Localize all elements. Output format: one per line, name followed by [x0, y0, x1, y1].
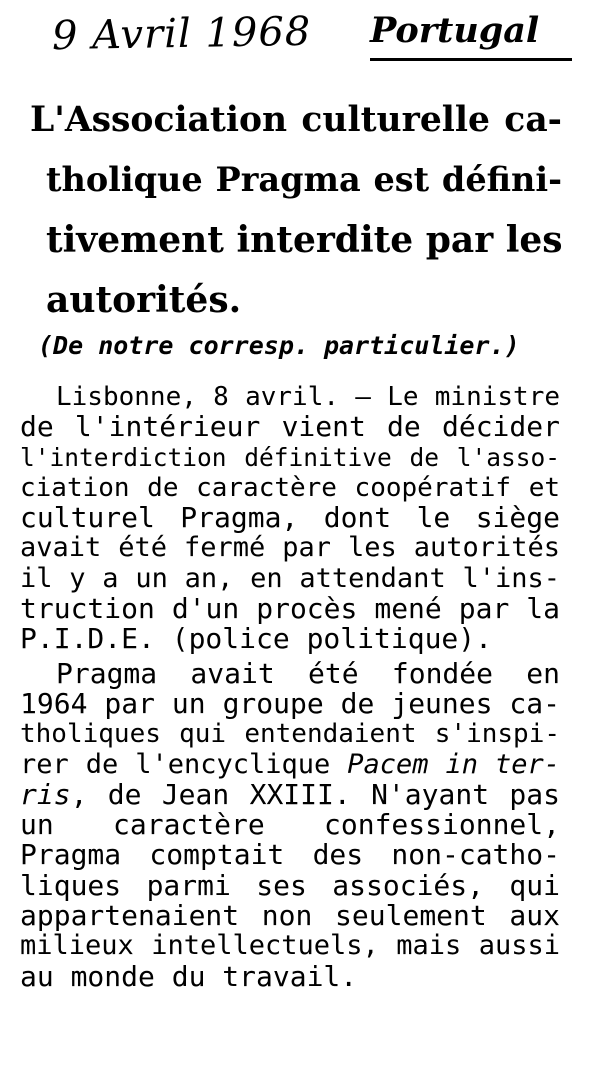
paragraph-1-line: Lisbonne, 8 avril. — Le ministre — [56, 382, 560, 412]
paragraph-1-line: P.I.D.E. (police politique). — [20, 624, 493, 655]
paragraph-2-line: appartenaient non seulement aux — [20, 901, 560, 932]
handwritten-date: 9 Avril 1968 — [51, 8, 312, 60]
encyclical-title-end: ris — [20, 779, 71, 811]
article-body — [20, 382, 560, 992]
paragraph-1-line: l'interdiction définitive de l'asso- — [20, 442, 560, 472]
paragraph-1-line: culturel Pragma, dont le siège — [20, 503, 560, 534]
paragraph-1-line: il y a un an, en attendant l'ins- — [20, 563, 560, 594]
paragraph-2-line: Pragma avait été fondée en — [56, 658, 560, 689]
paragraph-2-line: 1964 par un groupe de jeunes ca- — [20, 688, 560, 720]
paragraph-2-line: un caractère confessionnel, — [20, 810, 560, 841]
paragraph-2-line: tholiques qui entendaient s'inspi- — [20, 719, 560, 750]
paragraph-2-line: Pragma comptait des non-catho- — [20, 840, 560, 871]
paragraph-2-line: liques parmi ses associés, qui — [20, 870, 560, 902]
headline — [30, 90, 562, 330]
paragraph-2-line: ris, de Jean XXIII. N'ayant pas — [20, 779, 560, 811]
paragraph-2-line: rer de l'encyclique — [20, 749, 348, 780]
paragraph-1-line: avait été fermé par les autorités — [20, 533, 560, 564]
paragraph-1-line: truction d'un procès mené par la — [20, 594, 560, 625]
headline-line: autorités. — [46, 279, 242, 321]
headline-line: tivement interdite par les — [46, 219, 563, 261]
paragraph-2-line: au monde du travail. — [20, 961, 358, 992]
byline: (De notre corresp. particulier.) — [38, 331, 520, 360]
paragraph-2-line-with-title — [20, 750, 560, 780]
section-title: Portugal — [370, 10, 572, 61]
headline-line: tholique Pragma est défini- — [46, 160, 562, 199]
headline-line: L'Association culturelle ca- — [30, 100, 562, 140]
paragraph-2-line: milieux intellectuels, mais aussi — [20, 931, 560, 962]
paragraph-1-line: de l'intérieur vient de décider — [20, 412, 560, 443]
paragraph-1-line: ciation de caractère coopératif et — [20, 472, 560, 503]
encyclical-title: Pacem in ter- — [347, 749, 560, 780]
